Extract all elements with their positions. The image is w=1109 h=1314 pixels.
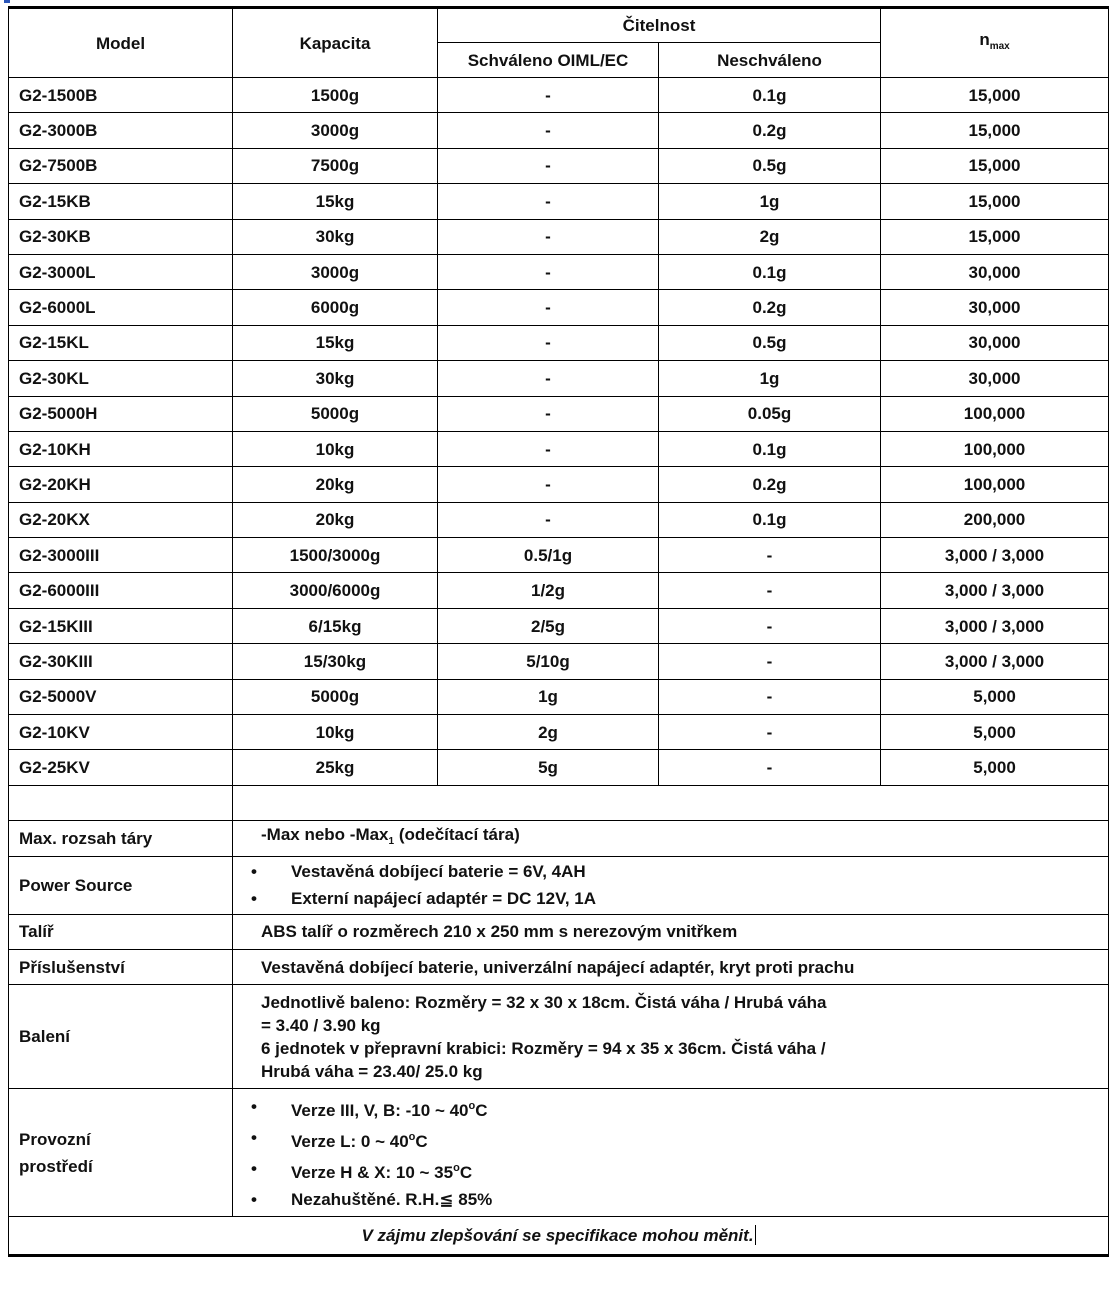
- cell-capacity: 1500/3000g: [233, 538, 438, 573]
- table-row: [9, 608, 1109, 643]
- cell-nmax: 30,000: [881, 325, 1109, 360]
- spec-row-packing: [9, 985, 1109, 1089]
- cell-approved: -: [438, 361, 659, 396]
- spec-row-environment: [9, 1089, 1109, 1217]
- table-row: [9, 219, 1109, 254]
- cell-capacity: 10kg: [233, 431, 438, 466]
- cell-unapproved: 0.2g: [659, 290, 881, 325]
- packing-line: Jednotlivě baleno: Rozměry = 32 x 30 x 18cm. Čistá váha / Hrubá váha: [261, 992, 827, 1012]
- environment-item-unit: C: [459, 1162, 473, 1182]
- cell-model: G2-5000V: [9, 679, 233, 714]
- table-row: [9, 679, 1109, 714]
- cell-unapproved: -: [659, 750, 881, 785]
- cell-model: G2-6000III: [9, 573, 233, 608]
- footnote-row: [9, 1217, 1109, 1256]
- cell-model: G2-25KV: [9, 750, 233, 785]
- cell-nmax: 3,000 / 3,000: [881, 573, 1109, 608]
- cell-unapproved: -: [659, 538, 881, 573]
- cell-model: G2-3000L: [9, 254, 233, 289]
- cell-capacity: 15kg: [233, 184, 438, 219]
- cell-approved: -: [438, 148, 659, 183]
- table-row: [9, 431, 1109, 466]
- spec-value-pan: ABS talíř o rozměrech 210 x 250 mm s nerezovým vnitřkem: [233, 914, 1109, 949]
- spec-row-accessories: [9, 949, 1109, 984]
- spec-value-environment: [233, 1089, 1109, 1217]
- table-row: [9, 78, 1109, 113]
- cell-nmax: 100,000: [881, 431, 1109, 466]
- table-row: [9, 325, 1109, 360]
- spec-row-pan: [9, 914, 1109, 949]
- environment-label-line: prostředí: [19, 1156, 93, 1176]
- cell-unapproved: 0.1g: [659, 78, 881, 113]
- environment-item: [233, 1093, 1098, 1124]
- cell-approved: 5g: [438, 750, 659, 785]
- text-cursor: [755, 1225, 756, 1245]
- cell-approved: -: [438, 254, 659, 289]
- cell-approved: -: [438, 78, 659, 113]
- power-list: [233, 858, 1098, 912]
- cell-approved: -: [438, 467, 659, 502]
- environment-label-line: Provozní: [19, 1129, 91, 1149]
- cell-model: G2-7500B: [9, 148, 233, 183]
- cell-model: G2-30KB: [9, 219, 233, 254]
- corner-mark: [4, 0, 10, 3]
- power-item: • Externí napájecí adaptér = DC 12V, 1A: [233, 885, 1098, 912]
- cell-capacity: 30kg: [233, 361, 438, 396]
- environment-item-text: Verze H & X: 10 ~ 35: [291, 1162, 454, 1182]
- tare-text-b: (odečítací tára): [394, 825, 520, 845]
- header-readability: Čitelnost: [438, 8, 881, 43]
- packing-line: 6 jednotek v přepravní krabici: Rozměry = 94 x 35 x 36cm. Čistá váha /: [261, 1038, 826, 1058]
- model-rows: [9, 78, 1109, 786]
- table-row: [9, 184, 1109, 219]
- cell-nmax: 5,000: [881, 750, 1109, 785]
- cell-unapproved: 1g: [659, 184, 881, 219]
- cell-nmax: 5,000: [881, 715, 1109, 750]
- cell-approved: 0.5/1g: [438, 538, 659, 573]
- environment-item-text: Verze III, V, B: -10 ~ 40: [291, 1100, 469, 1120]
- cell-model: G2-15KB: [9, 184, 233, 219]
- cell-model: G2-3000B: [9, 113, 233, 148]
- cell-model: G2-5000H: [9, 396, 233, 431]
- cell-unapproved: 0.05g: [659, 396, 881, 431]
- cell-unapproved: -: [659, 608, 881, 643]
- spec-label-environment: [9, 1089, 233, 1217]
- cell-nmax: 200,000: [881, 502, 1109, 537]
- cell-unapproved: 1g: [659, 361, 881, 396]
- spec-value-packing: [233, 985, 1109, 1089]
- cell-unapproved: -: [659, 679, 881, 714]
- cell-capacity: 3000g: [233, 113, 438, 148]
- footnote: [9, 1217, 1109, 1256]
- cell-approved: 1g: [438, 679, 659, 714]
- cell-capacity: 5000g: [233, 396, 438, 431]
- cell-unapproved: -: [659, 715, 881, 750]
- table-row: [9, 290, 1109, 325]
- cell-nmax: 15,000: [881, 78, 1109, 113]
- spec-row-tare: [9, 821, 1109, 856]
- table-row: [9, 538, 1109, 573]
- cell-unapproved: 0.5g: [659, 325, 881, 360]
- table-row: [9, 113, 1109, 148]
- cell-capacity: 15kg: [233, 325, 438, 360]
- packing-line: Hrubá váha = 23.40/ 25.0 kg: [261, 1061, 483, 1081]
- environment-item-text: Verze L: 0 ~ 40: [291, 1131, 409, 1151]
- spacer-cell-right: [233, 785, 1109, 820]
- cell-unapproved: 0.1g: [659, 254, 881, 289]
- environment-item-unit: C: [475, 1100, 488, 1120]
- cell-capacity: 1500g: [233, 78, 438, 113]
- header-nmax-base: n: [979, 30, 990, 49]
- cell-nmax: 30,000: [881, 254, 1109, 289]
- cell-capacity: 6000g: [233, 290, 438, 325]
- cell-nmax: 3,000 / 3,000: [881, 538, 1109, 573]
- environment-item: [233, 1186, 1098, 1213]
- degree-mark: o: [468, 1099, 476, 1112]
- cell-capacity: 20kg: [233, 502, 438, 537]
- cell-approved: -: [438, 431, 659, 466]
- degree-mark: o: [408, 1130, 416, 1143]
- cell-nmax: 3,000 / 3,000: [881, 608, 1109, 643]
- cell-approved: -: [438, 325, 659, 360]
- cell-nmax: 5,000: [881, 679, 1109, 714]
- tare-text-a: -Max nebo -Max: [261, 825, 389, 845]
- cell-approved: 1/2g: [438, 573, 659, 608]
- table-row: [9, 715, 1109, 750]
- cell-unapproved: 2g: [659, 219, 881, 254]
- spacer-cell-left: [9, 785, 233, 820]
- spec-page: [8, 6, 1108, 1257]
- table-row: [9, 502, 1109, 537]
- cell-model: G2-10KV: [9, 715, 233, 750]
- cell-unapproved: 0.1g: [659, 502, 881, 537]
- cell-capacity: 5000g: [233, 679, 438, 714]
- spec-label-power: Power Source: [9, 856, 233, 914]
- cell-nmax: 30,000: [881, 361, 1109, 396]
- header-row-1: [9, 8, 1109, 43]
- cell-approved: -: [438, 219, 659, 254]
- spec-row-power: [9, 856, 1109, 914]
- spec-value-accessories: Vestavěná dobíjecí baterie, univerzální napájecí adaptér, kryt proti prachu: [233, 949, 1109, 984]
- header-approved: Schváleno OIML/EC: [438, 43, 659, 78]
- cell-model: G2-6000L: [9, 290, 233, 325]
- cell-unapproved: 0.2g: [659, 467, 881, 502]
- table-row: [9, 467, 1109, 502]
- cell-capacity: 25kg: [233, 750, 438, 785]
- cell-model: G2-15KIII: [9, 608, 233, 643]
- environment-item-unit: C: [415, 1131, 428, 1151]
- table-row: [9, 254, 1109, 289]
- cell-capacity: 15/30kg: [233, 644, 438, 679]
- cell-unapproved: 0.2g: [659, 113, 881, 148]
- cell-capacity: 30kg: [233, 219, 438, 254]
- cell-model: G2-10KH: [9, 431, 233, 466]
- tare-sub: 1: [388, 836, 395, 848]
- environment-item: [233, 1155, 1098, 1186]
- cell-model: G2-20KX: [9, 502, 233, 537]
- cell-capacity: 7500g: [233, 148, 438, 183]
- cell-capacity: 20kg: [233, 467, 438, 502]
- spacer-row: [9, 785, 1109, 820]
- cell-unapproved: -: [659, 573, 881, 608]
- cell-nmax: 15,000: [881, 113, 1109, 148]
- cell-model: G2-3000III: [9, 538, 233, 573]
- cell-model: G2-20KH: [9, 467, 233, 502]
- cell-approved: -: [438, 113, 659, 148]
- environment-list: [233, 1093, 1098, 1213]
- spec-label-pan: Talíř: [9, 914, 233, 949]
- degree-mark: o: [453, 1161, 460, 1174]
- cell-approved: -: [438, 502, 659, 537]
- cell-nmax: 15,000: [881, 184, 1109, 219]
- environment-item: [233, 1124, 1098, 1155]
- cell-capacity: 3000g: [233, 254, 438, 289]
- cell-nmax: 15,000: [881, 219, 1109, 254]
- table-row: [9, 644, 1109, 679]
- power-item: • Vestavěná dobíjecí baterie = 6V, 4AH: [233, 858, 1098, 885]
- cell-capacity: 6/15kg: [233, 608, 438, 643]
- cell-approved: -: [438, 396, 659, 431]
- cell-model: G2-15KL: [9, 325, 233, 360]
- packing-line: = 3.40 / 3.90 kg: [261, 1015, 381, 1035]
- cell-model: G2-1500B: [9, 78, 233, 113]
- header-unapproved: Neschváleno: [659, 43, 881, 78]
- header-nmax: [881, 8, 1109, 78]
- cell-capacity: 3000/6000g: [233, 573, 438, 608]
- cell-model: G2-30KL: [9, 361, 233, 396]
- spec-label-accessories: Příslušenství: [9, 949, 233, 984]
- header-model: Model: [9, 8, 233, 78]
- spec-value-tare: [233, 821, 1109, 856]
- environment-item-text: Nezahuštěné. R.H.≦ 85%: [291, 1189, 493, 1209]
- cell-nmax: 100,000: [881, 467, 1109, 502]
- cell-approved: 2g: [438, 715, 659, 750]
- footnote-text: V zájmu zlepšování se specifikace mohou měnit.: [361, 1226, 754, 1246]
- table-row: [9, 750, 1109, 785]
- spec-table: [8, 6, 1109, 1257]
- header-nmax-sub: max: [989, 41, 1010, 52]
- table-row: [9, 573, 1109, 608]
- cell-capacity: 10kg: [233, 715, 438, 750]
- cell-unapproved: 0.5g: [659, 148, 881, 183]
- cell-unapproved: -: [659, 644, 881, 679]
- table-row: [9, 396, 1109, 431]
- cell-nmax: 3,000 / 3,000: [881, 644, 1109, 679]
- cell-approved: -: [438, 290, 659, 325]
- header-capacity: Kapacita: [233, 8, 438, 78]
- cell-model: G2-30KIII: [9, 644, 233, 679]
- table-row: [9, 148, 1109, 183]
- cell-approved: 5/10g: [438, 644, 659, 679]
- spec-value-power: [233, 856, 1109, 914]
- table-row: [9, 361, 1109, 396]
- cell-nmax: 15,000: [881, 148, 1109, 183]
- spec-label-tare: Max. rozsah táry: [9, 821, 233, 856]
- cell-approved: -: [438, 184, 659, 219]
- cell-approved: 2/5g: [438, 608, 659, 643]
- spec-label-packing: Balení: [9, 985, 233, 1089]
- cell-nmax: 30,000: [881, 290, 1109, 325]
- cell-nmax: 100,000: [881, 396, 1109, 431]
- cell-unapproved: 0.1g: [659, 431, 881, 466]
